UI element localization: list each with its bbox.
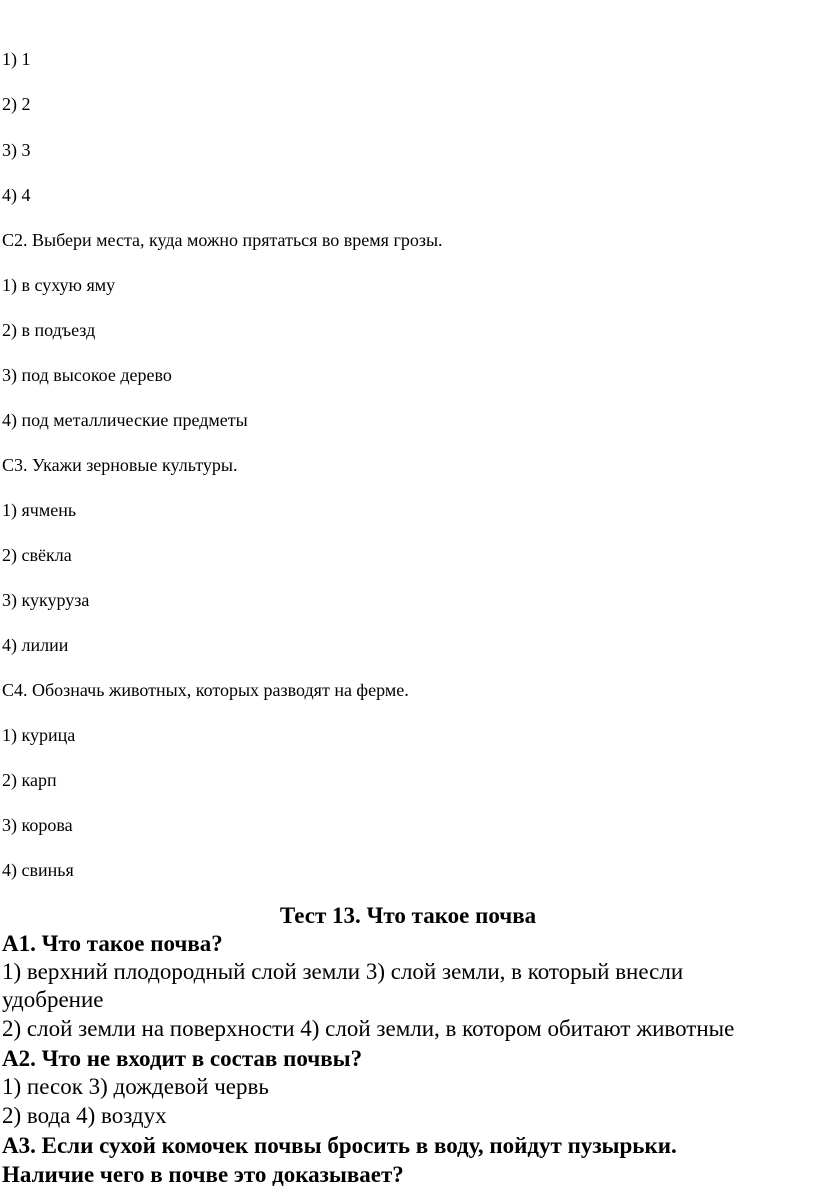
c4-option-1: 1) курица bbox=[2, 725, 76, 745]
c3-option-4: 4) лилии bbox=[2, 635, 69, 655]
c2-option-4: 4) под металлические предметы bbox=[2, 410, 248, 430]
c3-option-3: 3) кукуруза bbox=[2, 590, 90, 610]
a1-question: А1. Что такое почва? bbox=[2, 931, 223, 956]
option-4: 4) 4 bbox=[2, 185, 31, 205]
a3-question-line-2: Наличие чего в почве это доказывает? bbox=[2, 1162, 404, 1187]
c2-option-1: 1) в сухую яму bbox=[2, 275, 116, 295]
c4-option-4: 4) свинья bbox=[2, 860, 74, 880]
a1-answer-line-3: 2) слой земли на поверхности 4) слой земли, в котором обитают животные bbox=[2, 1016, 735, 1041]
a2-answer-line-2: 2) вода 4) воздух bbox=[2, 1103, 167, 1128]
c2-option-3: 3) под высокое дерево bbox=[2, 365, 172, 385]
c4-question: С4. Обозначь животных, которых разводят на ферме. bbox=[2, 680, 409, 700]
a1-answer-line-1: 1) верхний плодородный слой земли 3) слой земли, в который внесли bbox=[2, 959, 684, 984]
c2-question: С2. Выбери места, куда можно прятаться во время грозы. bbox=[2, 230, 443, 250]
option-3: 3) 3 bbox=[2, 140, 31, 160]
c3-question: С3. Укажи зерновые культуры. bbox=[2, 455, 238, 475]
c3-option-1: 1) ячмень bbox=[2, 500, 77, 520]
c2-option-2: 2) в подъезд bbox=[2, 320, 96, 340]
a3-question-line-1: А3. Если сухой комочек почвы бросить в воду, пойдут пузырьки. bbox=[2, 1133, 677, 1158]
a1-answer-line-2: удобрение bbox=[2, 987, 104, 1012]
test13-title: Тест 13. Что такое почва bbox=[279, 903, 537, 928]
option-1: 1) 1 bbox=[2, 49, 31, 69]
option-2: 2) 2 bbox=[2, 94, 31, 114]
c4-option-2: 2) карп bbox=[2, 770, 57, 790]
a2-question: А2. Что не входит в состав почвы? bbox=[2, 1046, 363, 1071]
c3-option-2: 2) свёкла bbox=[2, 545, 72, 565]
a2-answer-line-1: 1) песок 3) дождевой червь bbox=[2, 1074, 269, 1099]
c4-option-3: 3) корова bbox=[2, 815, 73, 835]
